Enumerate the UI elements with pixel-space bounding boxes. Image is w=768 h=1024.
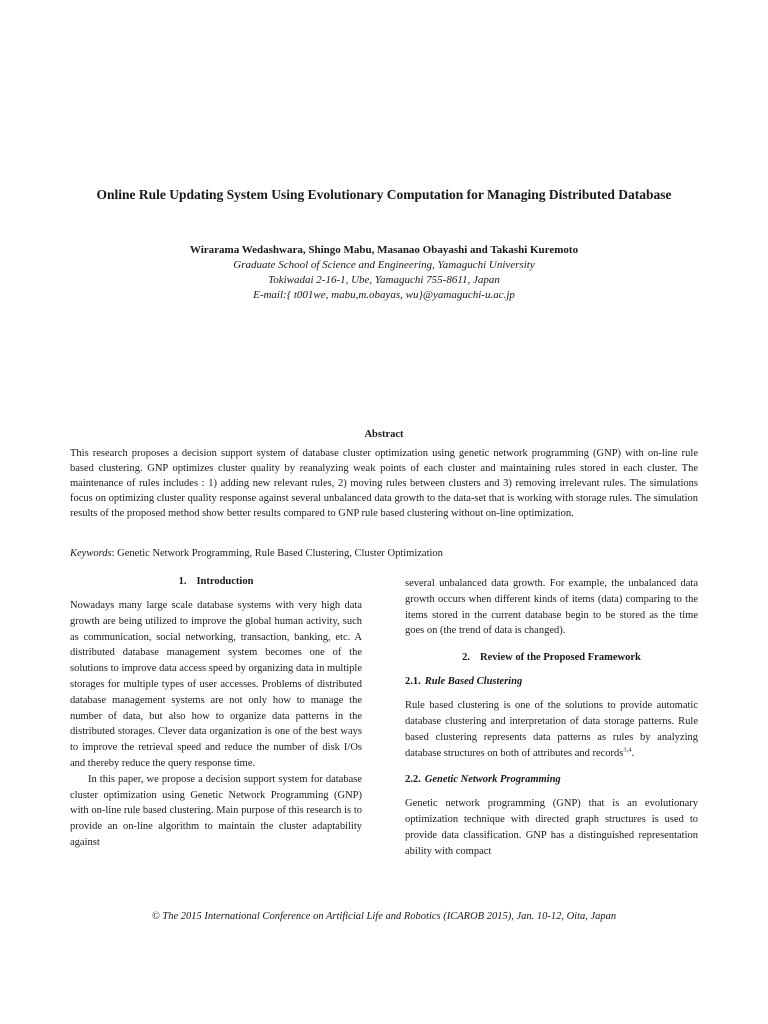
section-number: 1. — [178, 576, 187, 587]
paragraph-text: Rule based clustering is one of the solutions to provide automatic database clustering and interpretation of data storage patterns. Rule based clustering represents data patterns as rules by analyzing database structures on both of attributes and records — [405, 700, 698, 759]
section-heading-introduction — [70, 574, 362, 589]
abstract-body: This research proposes a decision support system of database cluster optimization using genetic network programming (GNP) with on-line rule based clustering. GNP optimizes cluster quality by reanalyzing weak points of each cluster and maintaining rules stored in each cluster. The maintenance of rules includes : 1) adding new relevant rules, 2) moving rules between clusters and 3) removing irrelevant rules. The simulations focus on optimizing cluster quality response against several unbalanced data growth to the data-set that is working with storage rules. The simulation results of the proposed method show better results compared to GNP rule based clustering without on-line optimization. — [70, 448, 698, 519]
section-title: Introduction — [196, 576, 254, 587]
section-number: 2. — [462, 652, 471, 664]
keywords-text: : Genetic Network Programming, Rule Based Clustering, Cluster Optimization — [111, 548, 443, 559]
subsection-number: 2.1. — [405, 676, 421, 688]
subsection-heading-gnp — [405, 772, 698, 787]
left-column — [70, 574, 362, 851]
affiliation-block — [80, 258, 688, 303]
intro-paragraph-2: In this paper, we propose a decision support system for database cluster optimization using Genetic Network Programming (GNP) with on-line rule based clustering. Main purpose of this research is to provide an on-line algorithm to maintain the cluster adaptability against — [70, 773, 362, 848]
section-heading-review — [405, 650, 698, 665]
affiliation-line: Graduate School of Science and Engineering, Yamaguchi University — [233, 259, 535, 271]
keywords-line — [70, 546, 698, 561]
paper-title: Online Rule Updating System Using Evolutionary Computation for Managing Distributed Database — [96, 187, 672, 202]
intro-paragraph-1: Nowadays many large scale database systems with very high data growth are being utilized to improve the global human activity, such as communication, social networking, transaction, banking, etc. A distributed database management system becomes one of the solutions to improve data access speed by organizing data in multiple storages for multiple types of user accesses. Problems of distributed database management systems are not only how to manage the number of data, but also how to organize data patterns in the distributed storages. Clever data organization is one of the best ways to improve the retrieval speed and reduce the number of disk I/Os and thereby reduce the query response time. — [70, 600, 362, 769]
subsection-heading-rule-based-clustering — [405, 674, 698, 689]
author-list: Wirarama Wedashwara, Shingo Mabu, Masanao Obayashi and Takashi Kuremoto — [189, 244, 579, 256]
section-title: Review of the Proposed Framework — [480, 652, 641, 664]
email-line: E-mail:{ t001we, mabu,m.obayas, wu}@yamaguchi-u.ac.jp — [253, 289, 515, 301]
subsection-title: Genetic Network Programming — [424, 774, 561, 786]
subsection-title: Rule Based Clustering — [424, 676, 523, 688]
conference-footer: © The 2015 International Conference on Artificial Life and Robotics (ICAROB 2015), Jan. 10-12, Oita, Japan — [151, 911, 617, 922]
intro-paragraph-2-continued: several unbalanced data growth. For example, the unbalanced data growth occurs when different kinds of items (data) comparing to the items stored in the current database begin to be stored as the time goes on (the trend of data is changed). — [405, 578, 698, 637]
subsection-number: 2.2. — [405, 774, 421, 786]
right-column — [405, 576, 698, 860]
paragraph-end: . — [631, 747, 635, 759]
gnp-paragraph: Genetic network programming (GNP) that is an evolutionary optimization technique with directed graph structures is used to provide data classification. GNP has a distinguished representation ability with compact — [405, 798, 698, 857]
rule-based-clustering-paragraph — [405, 698, 698, 761]
citation-ref: 3,4 — [623, 746, 632, 754]
address-line: Tokiwadai 2-16-1, Ube, Yamaguchi 755-8611, Japan — [268, 274, 500, 286]
keywords-label: Keywords — [70, 548, 112, 559]
abstract-heading: Abstract — [364, 429, 404, 440]
